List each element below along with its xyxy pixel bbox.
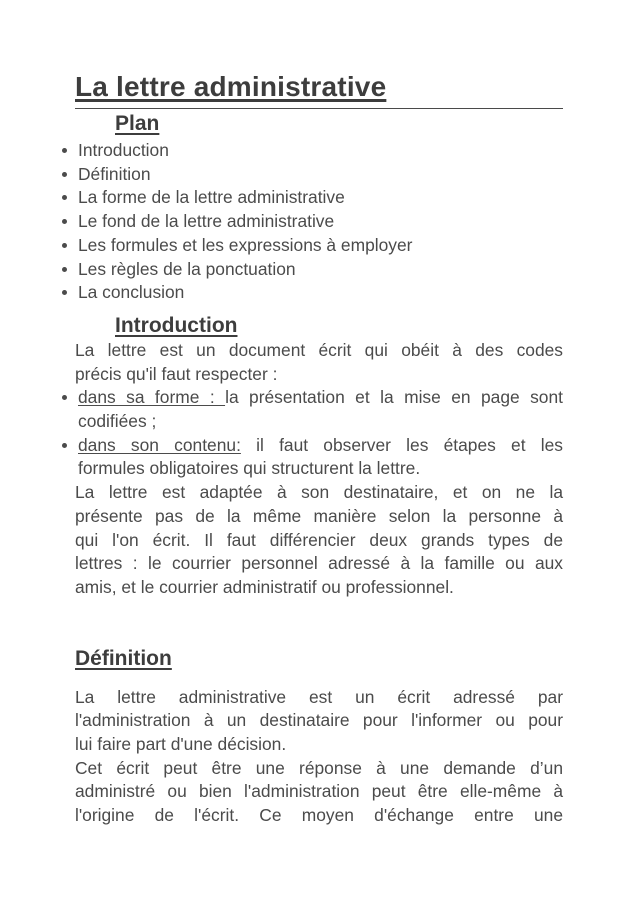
text-segment: formules obligatoires qui structurent la lettre. xyxy=(78,458,421,479)
text-segment: l'origine de l'écrit. Ce moyen d'échange entre une xyxy=(75,805,563,826)
text-segment: il faut observer les étapes et les xyxy=(240,434,563,455)
list-item xyxy=(75,210,563,234)
text-segment: Définition xyxy=(78,163,151,184)
text-segment: la présentation et la mise en page sont xyxy=(225,387,563,408)
text-segment: Cet écrit peut être une réponse à une demande d’un xyxy=(75,757,563,778)
list-item xyxy=(75,163,563,187)
text-line xyxy=(78,386,563,410)
text-line xyxy=(75,686,563,710)
list-item xyxy=(75,139,563,163)
bullet-dot-icon xyxy=(62,148,67,153)
text-line xyxy=(78,186,563,210)
text-line xyxy=(78,281,563,305)
bullet-list xyxy=(75,139,563,305)
underlined-text-segment: dans son contenu: xyxy=(78,434,241,455)
text-line xyxy=(75,780,563,804)
bullet-dot-icon xyxy=(62,395,67,400)
list-item xyxy=(75,186,563,210)
text-segment: administré ou bien l'administration peut être elle-même à xyxy=(75,781,563,802)
text-segment: La conclusion xyxy=(78,282,185,303)
bullet-dot-icon xyxy=(62,243,67,248)
text-line xyxy=(78,139,563,163)
section-heading: Plan xyxy=(115,112,160,135)
list-item xyxy=(75,281,563,305)
text-line xyxy=(75,529,563,553)
text-line xyxy=(75,757,563,781)
text-line xyxy=(75,363,563,387)
list-item xyxy=(75,234,563,258)
horizontal-rule xyxy=(75,108,563,109)
text-segment: Les formules et les expressions à employer xyxy=(78,234,413,255)
bullet-list xyxy=(75,386,563,481)
text-segment: précis qu'il faut respecter : xyxy=(75,363,278,384)
document-title: La lettre administrative xyxy=(75,71,387,102)
text-line xyxy=(78,410,563,434)
text-segment: Introduction xyxy=(78,140,169,160)
bullet-dot-icon xyxy=(62,219,67,224)
text-segment: La forme de la lettre administrative xyxy=(78,187,345,208)
text-segment: La lettre administrative est un écrit adressé par xyxy=(75,686,563,707)
text-line xyxy=(78,434,563,458)
text-segment: lui faire part d'une décision. xyxy=(75,734,287,755)
bullet-dot-icon xyxy=(62,290,67,295)
text-segment: codifiées ; xyxy=(78,411,157,432)
text-line xyxy=(75,339,563,363)
text-line xyxy=(75,576,563,600)
text-line xyxy=(75,552,563,576)
bullet-dot-icon xyxy=(62,195,67,200)
text-line xyxy=(75,733,563,757)
text-segment: Le fond de la lettre administrative xyxy=(78,211,335,232)
section-heading: Introduction xyxy=(115,313,238,337)
text-segment: qui l'on écrit. Il faut différencier deux grands types de xyxy=(75,529,563,550)
text-segment: La lettre est un document écrit qui obéit à des codes xyxy=(75,339,563,360)
bullet-dot-icon xyxy=(62,172,67,177)
text-segment: l'administration à un destinataire pour l'informer ou pour xyxy=(75,710,563,731)
text-segment: La lettre est adaptée à son destinataire, et on ne la xyxy=(75,482,563,503)
underlined-text-segment: dans sa forme : xyxy=(78,387,226,408)
text-line xyxy=(78,163,563,187)
text-segment: lettres : le courrier personnel adressé à la famille ou aux xyxy=(75,553,563,574)
document-content xyxy=(75,70,563,828)
text-line xyxy=(75,804,563,828)
list-item xyxy=(75,434,563,481)
text-line xyxy=(75,709,563,733)
text-line xyxy=(78,258,563,282)
text-line xyxy=(78,457,563,481)
paragraph xyxy=(75,339,563,386)
bullet-dot-icon xyxy=(62,443,67,448)
list-item xyxy=(75,258,563,282)
text-segment: Les règles de la ponctuation xyxy=(78,258,296,279)
text-line xyxy=(75,505,563,529)
text-line xyxy=(75,481,563,505)
section-heading: Définition xyxy=(75,646,172,670)
bullet-dot-icon xyxy=(62,267,67,272)
paragraph xyxy=(75,686,563,757)
text-segment: amis, et le courrier administratif ou professionnel. xyxy=(75,576,454,597)
list-item xyxy=(75,386,563,433)
text-line xyxy=(78,210,563,234)
text-segment: présente pas de la même manière selon la personne à xyxy=(75,505,563,526)
text-line xyxy=(78,234,563,258)
paragraph xyxy=(75,481,563,600)
paragraph xyxy=(75,757,563,828)
